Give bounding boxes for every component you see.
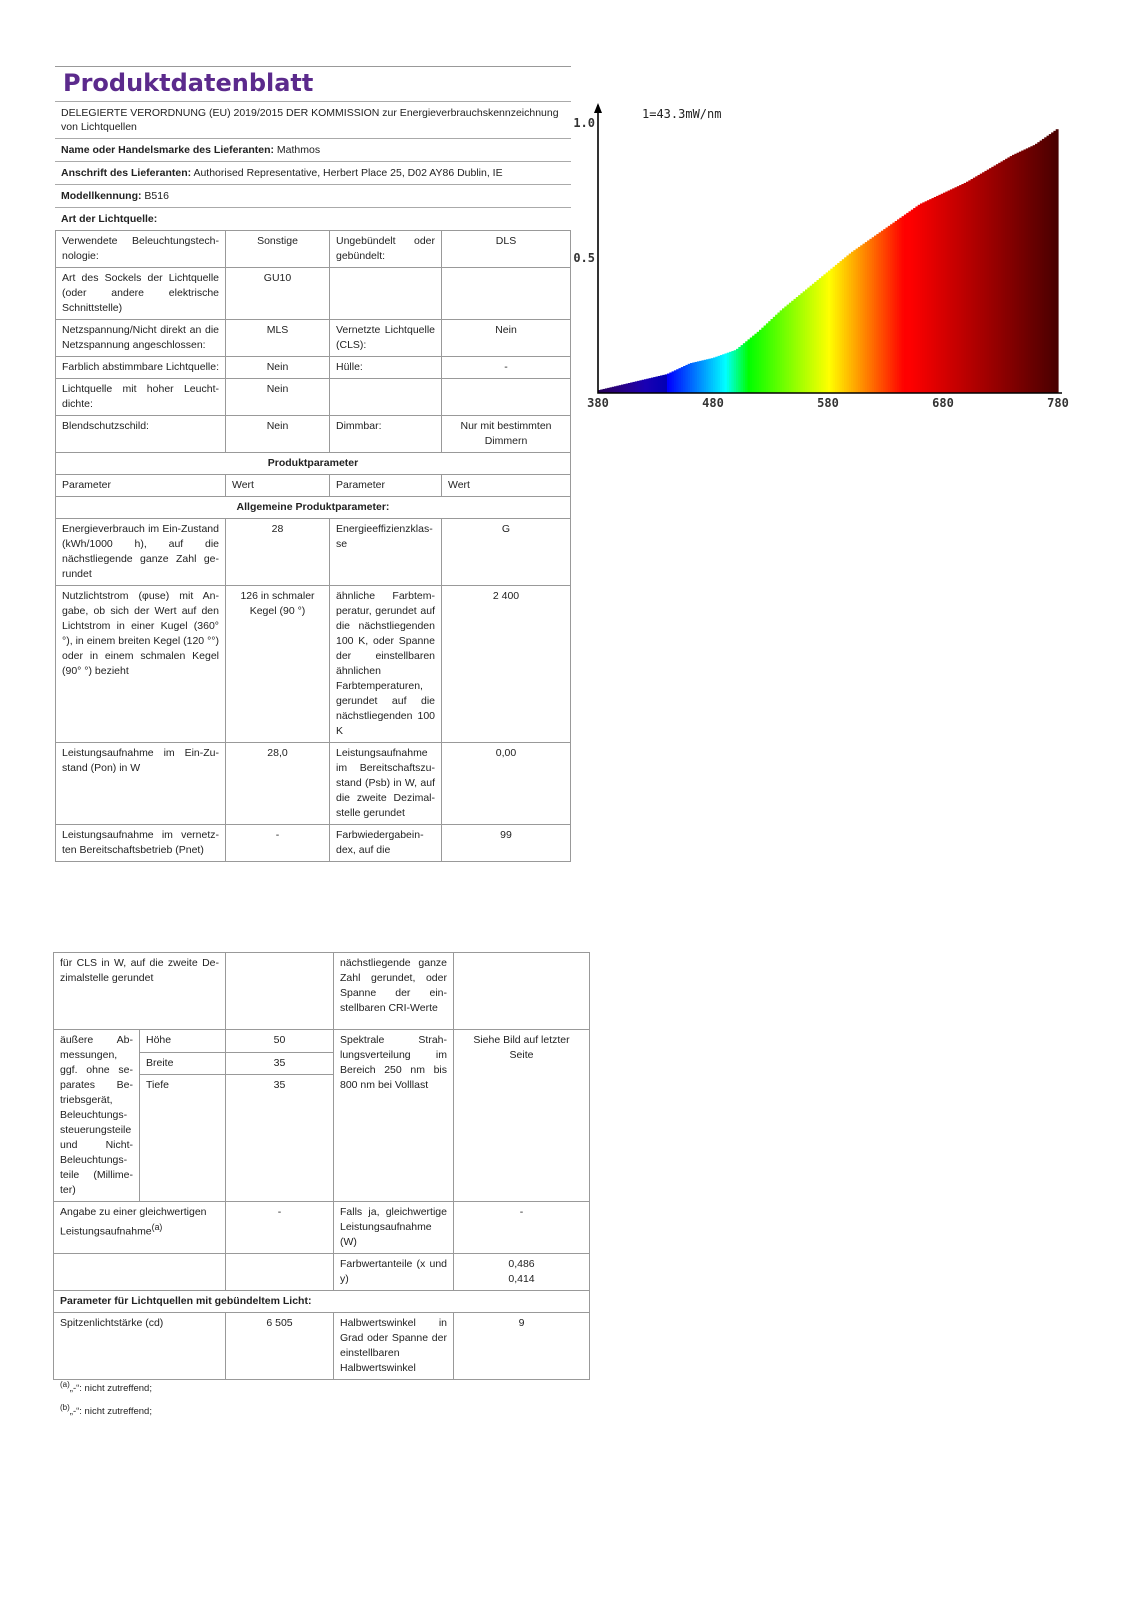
product-params-table-continued (53, 952, 590, 1380)
table-row (56, 519, 571, 586)
col-param-header: Parameter (56, 475, 226, 497)
model-row (55, 184, 571, 207)
model-value: B516 (144, 190, 169, 202)
spectral-label: Spektrale Strahlungsverteilung im Bereich 250 nm bis 800 nm bei Volllast (334, 1030, 454, 1202)
peak-intensity-row (54, 1313, 590, 1380)
datasheet-page-2 (53, 952, 590, 1380)
table-row (56, 357, 571, 379)
equivalent-power-sup: (a) (151, 1222, 163, 1232)
equivalent-power-label (54, 1202, 226, 1254)
param-value: 28,0 (226, 743, 330, 825)
spectrum-svg (573, 100, 1108, 430)
param-label: Farblich abstimmbare Lichtquelle: (56, 357, 226, 379)
param-label: Leistungsaufnahme im vernetzten Bereitschaftsbetrieb (Pnet) (56, 825, 226, 862)
equivalent-power-value-2: - (454, 1202, 590, 1254)
x-tick-label: 680 (932, 396, 954, 410)
page-title: Produktdatenblatt (55, 66, 571, 101)
y-tick-label: 1.0 (573, 116, 595, 130)
param-label-2: Ungebündelt oder gebündelt: (330, 231, 442, 268)
param-label: Nutzlichtstrom (φuse) mit Angabe, ob sich der Wert auf den Lichtstrom in einer Kugel (360° °), in einem breiten Kegel (120 °°) oder in einem schmalen Kegel (90° °) bezieht (56, 586, 226, 743)
spectral-distribution-chart (573, 100, 1108, 430)
footnote-marker: (a) (60, 1380, 70, 1389)
supplier-row (55, 138, 571, 161)
x-tick-label: 780 (1047, 396, 1069, 410)
continued-param-label-2: nächstliegende ganze Zahl gerundet, oder Spanne der einstellbaren CRI-Werte (334, 953, 454, 1030)
table-row (56, 268, 571, 320)
footnote (60, 1398, 152, 1421)
footnote-text: „-“: nicht zutreffend; (69, 1383, 152, 1395)
param-value-2: 2 400 (442, 586, 571, 743)
param-label-2 (330, 379, 442, 416)
product-params-header: Produktparameter (56, 453, 571, 475)
address-value: Authorised Representative, Herbert Place 25, D02 AY86 Dublin, IE (193, 167, 503, 179)
param-label-2: Farbwiedergabeindex, auf die (330, 825, 442, 862)
table-row (56, 379, 571, 416)
col-value-header: Wert (226, 475, 330, 497)
chromaticity-x: 0,486 (508, 1258, 535, 1270)
x-tick-label: 480 (702, 396, 724, 410)
product-params-header-row (56, 453, 571, 475)
equivalent-power-label-2: Falls ja, gleichwertige Leistungsaufnahme (W) (334, 1202, 454, 1254)
datasheet-page-1 (55, 66, 571, 862)
param-value: 126 in schmaler Kegel (90 °) (226, 586, 330, 743)
table-row (56, 231, 571, 268)
light-source-type-row (55, 207, 571, 230)
param-value: - (226, 825, 330, 862)
table-row (56, 743, 571, 825)
param-value: GU10 (226, 268, 330, 320)
dim-name: Breite (140, 1052, 226, 1075)
dim-value: 35 (226, 1052, 334, 1075)
param-value: Sonstige (226, 231, 330, 268)
light-source-table (55, 230, 571, 862)
directional-header-row (54, 1291, 590, 1313)
x-tick-label: 580 (817, 396, 839, 410)
chart-annotation: 1=43.3mW/nm (642, 107, 722, 121)
y-axis-arrow (594, 103, 602, 113)
param-value: Nein (226, 357, 330, 379)
table-row (56, 320, 571, 357)
regulation-text: DELEGIERTE VERORDNUNG (EU) 2019/2015 DER KOMMISSION zur Energieverbrauchskennzeichnung von Lichtquellen (55, 101, 571, 138)
table-row (56, 825, 571, 862)
column-header-row (56, 475, 571, 497)
footnote-text: „-“: nicht zutreffend; (69, 1406, 152, 1418)
param-value-2: Nur mit bestimmten Dimmern (442, 416, 571, 453)
continued-row (54, 953, 590, 1030)
param-value-2: Nein (442, 320, 571, 357)
footnote (60, 1375, 152, 1398)
param-label-2: Leistungsaufnahme im Bereitschaftszustand (Psb) in W, auf die zweite Dezimalstelle gerundet (330, 743, 442, 825)
supplier-value: Mathmos (276, 144, 321, 156)
param-value-2 (442, 379, 571, 416)
chromaticity-row (54, 1254, 590, 1291)
param-label: Verwendete Beleuchtungstechnologie: (56, 231, 226, 268)
chromaticity-y: 0,414 (508, 1273, 535, 1285)
beam-angle-value: 9 (454, 1313, 590, 1380)
param-value: Nein (226, 379, 330, 416)
chromaticity-empty-2 (226, 1254, 334, 1291)
dim-name: Höhe (140, 1030, 226, 1053)
param-label: Art des Sockels der Lichtquelle (oder andere elektrische Schnittstelle) (56, 268, 226, 320)
model-label: Modellkennung: (61, 190, 142, 202)
address-label: Anschrift des Lieferanten: (61, 167, 192, 179)
param-label: Netzspannung/Nicht direkt an die Netzspannung angeschlossen: (56, 320, 226, 357)
param-label: Blendschutzschild: (56, 416, 226, 453)
dims-label: äußere Abmessungen, ggf. ohne separates Betriebsgerät, Beleuchtungssteuerungsteile und Nicht-Beleuchtungsteile (Millimeter) (54, 1030, 140, 1202)
beam-angle-label: Halbwertswinkel in Grad oder Spanne der einstellbaren Halbwertswinkel (334, 1313, 454, 1380)
spectral-value: Siehe Bild auf letzter Seite (454, 1030, 590, 1202)
param-value-2: 99 (442, 825, 571, 862)
footnotes (60, 1375, 152, 1421)
supplier-label: Name oder Handelsmarke des Lieferanten: (61, 144, 274, 156)
param-value: 28 (226, 519, 330, 586)
param-value-2: 0,00 (442, 743, 571, 825)
chromaticity-label: Farbwertanteile (x und y) (334, 1254, 454, 1291)
light-source-type-label: Art der Lichtquelle: (61, 213, 158, 225)
dims-row-height (54, 1030, 590, 1053)
param-label-2: Hülle: (330, 357, 442, 379)
param-label-2: Vernetzte Lichtquelle (CLS): (330, 320, 442, 357)
continued-param-label: für CLS in W, auf die zweite Dezimalstelle gerundet (54, 953, 226, 1030)
param-label: Lichtquelle mit hoher Leuchtdichte: (56, 379, 226, 416)
equivalent-power-row (54, 1202, 590, 1254)
peak-intensity-label: Spitzenlichtstärke (cd) (54, 1313, 226, 1380)
continued-value-empty-2 (454, 953, 590, 1030)
param-value: MLS (226, 320, 330, 357)
param-value-2: - (442, 357, 571, 379)
param-label-2: Energieeffizienzklasse (330, 519, 442, 586)
address-row (55, 161, 571, 184)
equivalent-power-value: - (226, 1202, 334, 1254)
param-value-2: DLS (442, 231, 571, 268)
param-label-2: ähnliche Farbtemperatur, gerundet auf die nächstliegenden 100 K, oder Spanne der einstellbaren ähnlichen Farbtemperaturen, gerundet auf die nächstliegenden 100 K (330, 586, 442, 743)
equivalent-power-text: Angabe zu einer gleichwertigen Leistungsaufnahme (60, 1206, 207, 1238)
y-tick-label: 0.5 (573, 251, 595, 265)
dim-name: Tiefe (140, 1075, 226, 1202)
table-row (56, 416, 571, 453)
param-value-2 (442, 268, 571, 320)
general-params-header: Allgemeine Produktparameter: (56, 497, 571, 519)
footnote-marker: (b) (60, 1403, 70, 1413)
dim-value: 35 (226, 1075, 334, 1202)
param-label-2: Dimmbar: (330, 416, 442, 453)
col-value-header-2: Wert (442, 475, 571, 497)
peak-intensity-value: 6 505 (226, 1313, 334, 1380)
spectrum-band (1056, 129, 1059, 393)
param-label: Leistungsaufnahme im Ein-Zustand (Pon) in W (56, 743, 226, 825)
param-value-2: G (442, 519, 571, 586)
general-params-header-row (56, 497, 571, 519)
continued-value-empty (226, 953, 334, 1030)
param-value: Nein (226, 416, 330, 453)
chromaticity-values (454, 1254, 590, 1291)
x-tick-label: 380 (587, 396, 609, 410)
param-label-2 (330, 268, 442, 320)
param-label: Energieverbrauch im Ein-Zustand (kWh/1000 h), auf die nächstliegende ganze Zahl gerundet (56, 519, 226, 586)
directional-header: Parameter für Lichtquellen mit gebündeltem Licht: (54, 1291, 590, 1313)
col-param-header-2: Parameter (330, 475, 442, 497)
table-row (56, 586, 571, 743)
dim-value: 50 (226, 1030, 334, 1053)
chromaticity-empty (54, 1254, 226, 1291)
